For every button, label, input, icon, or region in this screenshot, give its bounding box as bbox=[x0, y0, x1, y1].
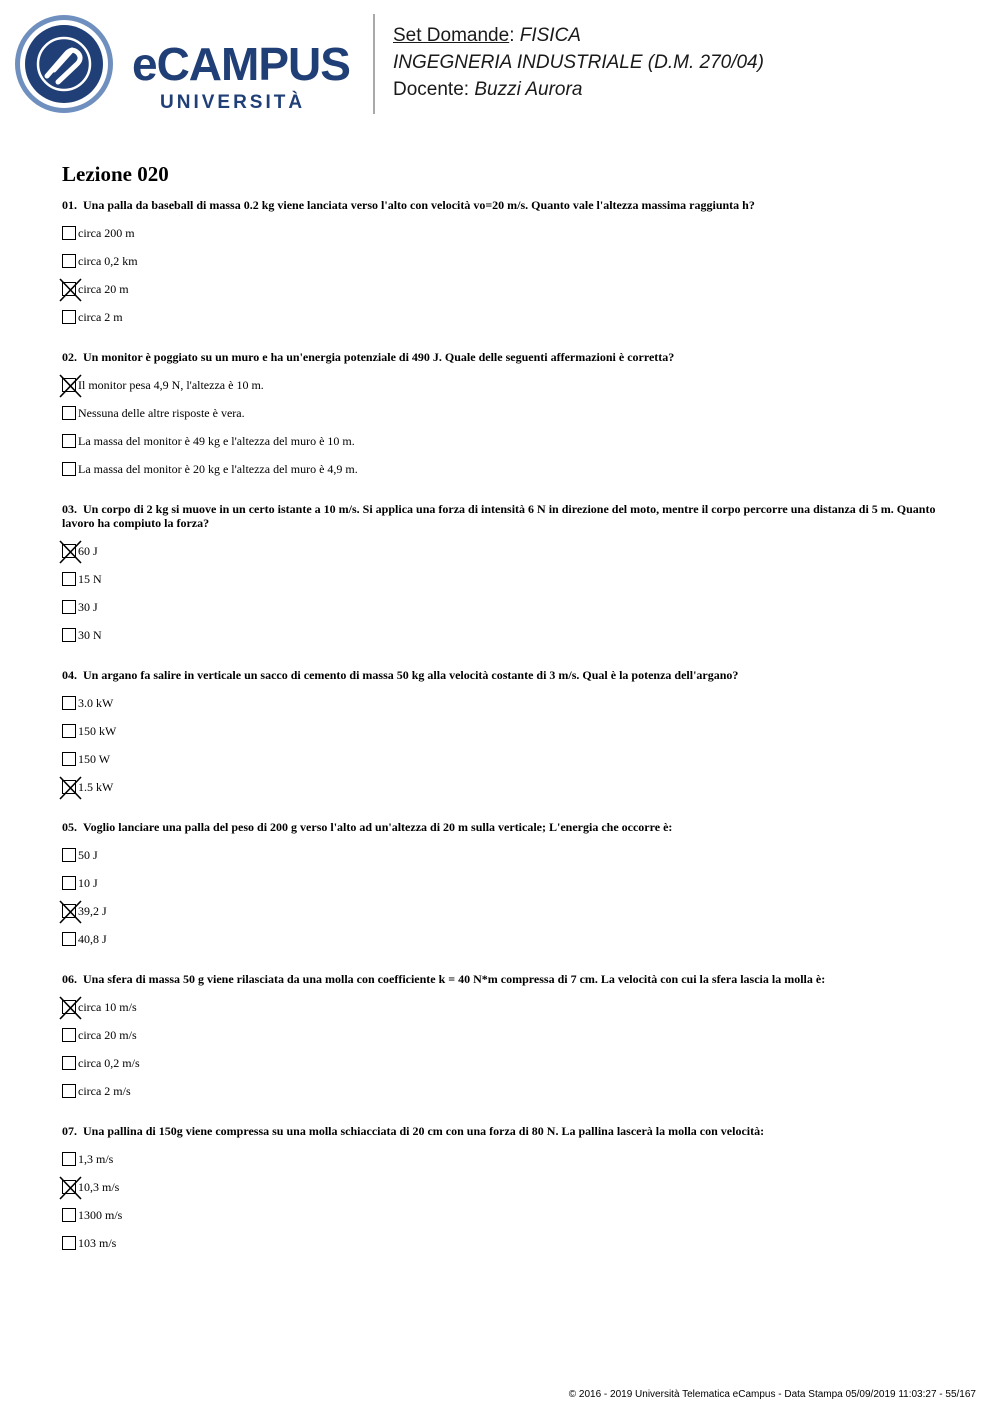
answer-option[interactable] bbox=[62, 371, 942, 399]
answer-option[interactable] bbox=[62, 897, 942, 925]
checkbox-icon[interactable] bbox=[62, 600, 76, 614]
header-info bbox=[393, 22, 764, 103]
checkbox-icon[interactable] bbox=[62, 1028, 76, 1042]
set-label: Set Domande bbox=[393, 25, 510, 46]
question-body: Una palla da baseball di massa 0.2 kg viene lanciata verso l'alto con velocità vo=20 m/s. Quanto vale l'altezza massima raggiunta h? bbox=[83, 198, 755, 212]
ecampus-logo bbox=[14, 14, 364, 118]
answer-option[interactable] bbox=[62, 1021, 942, 1049]
checkbox-icon[interactable] bbox=[62, 226, 76, 240]
answer-option[interactable] bbox=[62, 1201, 942, 1229]
checkbox-icon[interactable] bbox=[62, 406, 76, 420]
question-list bbox=[62, 198, 942, 1257]
question-7 bbox=[62, 1124, 942, 1257]
logo-wordmark: eCAMPUS bbox=[132, 38, 350, 90]
answer-text: Il monitor pesa 4,9 N, l'altezza è 10 m. bbox=[78, 378, 264, 392]
answer-option[interactable] bbox=[62, 869, 942, 897]
question-5 bbox=[62, 820, 942, 953]
question-body: Un corpo di 2 kg si muove in un certo istante a 10 m/s. Si applica una forza di intensità 6 N in direzione del moto, mentre il corpo percorre una distanza di 5 m. Quanto lavoro ha compiuto la forza? bbox=[62, 502, 936, 530]
answer-option[interactable] bbox=[62, 399, 942, 427]
checkbox-icon[interactable] bbox=[62, 310, 76, 324]
question-text bbox=[62, 668, 942, 682]
answer-text: 40,8 J bbox=[78, 932, 107, 946]
checkbox-icon[interactable] bbox=[62, 1084, 76, 1098]
checkbox-icon[interactable] bbox=[62, 628, 76, 642]
question-text bbox=[62, 502, 942, 530]
answer-option[interactable] bbox=[62, 1145, 942, 1173]
checkbox-icon[interactable] bbox=[62, 696, 76, 710]
answer-text: 30 J bbox=[78, 600, 98, 614]
answer-text: 15 N bbox=[78, 572, 102, 586]
checked-box-icon[interactable] bbox=[62, 904, 76, 918]
question-number: 07. bbox=[62, 1124, 77, 1138]
question-text bbox=[62, 350, 942, 364]
checked-box-icon[interactable] bbox=[62, 544, 76, 558]
answer-option[interactable] bbox=[62, 537, 942, 565]
answer-option[interactable] bbox=[62, 745, 942, 773]
page-footer: © 2016 - 2019 Università Telematica eCampus - Data Stampa 05/09/2019 11:03:27 - 55/167 bbox=[568, 1389, 976, 1400]
answer-text: La massa del monitor è 20 kg e l'altezza del muro è 4,9 m. bbox=[78, 462, 358, 476]
question-text bbox=[62, 972, 942, 986]
question-4 bbox=[62, 668, 942, 801]
answer-option[interactable] bbox=[62, 993, 942, 1021]
checked-box-icon[interactable] bbox=[62, 378, 76, 392]
checkbox-icon[interactable] bbox=[62, 434, 76, 448]
answer-option[interactable] bbox=[62, 219, 942, 247]
answer-text: 50 J bbox=[78, 848, 98, 862]
logo-subtitle: UNIVERSITÀ bbox=[160, 92, 306, 113]
question-text bbox=[62, 820, 942, 834]
checkbox-icon[interactable] bbox=[62, 876, 76, 890]
answer-text: circa 20 m bbox=[78, 282, 129, 296]
checkbox-icon[interactable] bbox=[62, 1056, 76, 1070]
checkbox-icon[interactable] bbox=[62, 932, 76, 946]
answer-option[interactable] bbox=[62, 621, 942, 649]
answer-option[interactable] bbox=[62, 247, 942, 275]
question-number: 03. bbox=[62, 502, 77, 516]
checked-box-icon[interactable] bbox=[62, 282, 76, 296]
answer-option[interactable] bbox=[62, 841, 942, 869]
checked-box-icon[interactable] bbox=[62, 780, 76, 794]
answer-option[interactable] bbox=[62, 1049, 942, 1077]
answer-text: 1.5 kW bbox=[78, 780, 114, 794]
answer-text: 10,3 m/s bbox=[78, 1180, 120, 1194]
answer-text: circa 200 m bbox=[78, 226, 135, 240]
question-body: Un argano fa salire in verticale un sacco di cemento di massa 50 kg alla velocità costante di 3 m/s. Qual è la potenza dell'argano? bbox=[83, 668, 739, 682]
answer-option[interactable] bbox=[62, 925, 942, 953]
answer-text: circa 0,2 km bbox=[78, 254, 138, 268]
answer-option[interactable] bbox=[62, 593, 942, 621]
question-number: 05. bbox=[62, 820, 77, 834]
answer-option[interactable] bbox=[62, 717, 942, 745]
question-6 bbox=[62, 972, 942, 1105]
question-2 bbox=[62, 350, 942, 483]
teacher-line bbox=[393, 76, 764, 103]
answer-text: 1300 m/s bbox=[78, 1208, 123, 1222]
answer-text: circa 2 m/s bbox=[78, 1084, 131, 1098]
answer-option[interactable] bbox=[62, 427, 942, 455]
answer-option[interactable] bbox=[62, 303, 942, 331]
teacher-name: Buzzi Aurora bbox=[474, 79, 583, 100]
question-body: Voglio lanciare una palla del peso di 200 g verso l'alto ad un'altezza di 20 m sulla verticale; L'energia che occorre è: bbox=[83, 820, 673, 834]
checked-box-icon[interactable] bbox=[62, 1000, 76, 1014]
questions-content bbox=[62, 160, 942, 1276]
set-line: Set Domande: FISICA bbox=[393, 25, 581, 46]
checkbox-icon[interactable] bbox=[62, 462, 76, 476]
teacher-label: Docente: bbox=[393, 79, 475, 100]
answer-option[interactable] bbox=[62, 1173, 942, 1201]
question-text bbox=[62, 1124, 942, 1138]
answer-text: 30 N bbox=[78, 628, 102, 642]
question-body: Un monitor è poggiato su un muro e ha un'energia potenziale di 490 J. Quale delle seguenti affermazioni è corretta? bbox=[83, 350, 675, 364]
answer-option[interactable] bbox=[62, 275, 942, 303]
course-name: INGEGNERIA INDUSTRIALE (D.M. 270/04) bbox=[393, 52, 764, 73]
question-text bbox=[62, 198, 942, 212]
answer-option[interactable] bbox=[62, 565, 942, 593]
checked-box-icon[interactable] bbox=[62, 1180, 76, 1194]
question-1 bbox=[62, 198, 942, 331]
answer-text: circa 2 m bbox=[78, 310, 123, 324]
answer-text: circa 10 m/s bbox=[78, 1000, 137, 1014]
question-number: 02. bbox=[62, 350, 77, 364]
question-number: 06. bbox=[62, 972, 77, 986]
answer-option[interactable] bbox=[62, 1229, 942, 1257]
answer-option[interactable] bbox=[62, 1077, 942, 1105]
checkbox-icon[interactable] bbox=[62, 1152, 76, 1166]
page-header bbox=[0, 0, 1000, 130]
answer-text: circa 0,2 m/s bbox=[78, 1056, 140, 1070]
checkbox-icon[interactable] bbox=[62, 752, 76, 766]
question-number: 04. bbox=[62, 668, 77, 682]
answer-option[interactable] bbox=[62, 773, 942, 801]
lesson-title: Lezione 020 bbox=[62, 162, 169, 186]
answer-option[interactable] bbox=[62, 455, 942, 483]
checkbox-icon[interactable] bbox=[62, 1208, 76, 1222]
checkbox-icon[interactable] bbox=[62, 1236, 76, 1250]
answer-option[interactable] bbox=[62, 689, 942, 717]
checkbox-icon[interactable] bbox=[62, 254, 76, 268]
set-value: FISICA bbox=[519, 25, 581, 46]
answer-text: 10 J bbox=[78, 876, 98, 890]
checkbox-icon[interactable] bbox=[62, 724, 76, 738]
answer-text: 1,3 m/s bbox=[78, 1152, 114, 1166]
answer-text: 103 m/s bbox=[78, 1236, 117, 1250]
question-3 bbox=[62, 502, 942, 649]
course-line bbox=[393, 49, 764, 76]
answer-text: circa 20 m/s bbox=[78, 1028, 137, 1042]
answer-text: 3.0 kW bbox=[78, 696, 114, 710]
checkbox-icon[interactable] bbox=[62, 848, 76, 862]
question-body: Una pallina di 150g viene compressa su una molla schiacciata di 20 cm con una forza di 80 N. La pallina lascerà la molla con velocità: bbox=[83, 1124, 765, 1138]
question-number: 01. bbox=[62, 198, 77, 212]
header-divider bbox=[373, 14, 375, 114]
answer-text: 150 W bbox=[78, 752, 111, 766]
checkbox-icon[interactable] bbox=[62, 572, 76, 586]
answer-text: 150 kW bbox=[78, 724, 117, 738]
answer-text: 60 J bbox=[78, 544, 98, 558]
answer-text: 39,2 J bbox=[78, 904, 107, 918]
question-body: Una sfera di massa 50 g viene rilasciata da una molla con coefficiente k = 40 N*m compressa di 7 cm. La velocità con cui la sfera lascia la molla è: bbox=[83, 972, 826, 986]
answer-text: Nessuna delle altre risposte è vera. bbox=[78, 406, 245, 420]
answer-text: La massa del monitor è 49 kg e l'altezza del muro è 10 m. bbox=[78, 434, 355, 448]
